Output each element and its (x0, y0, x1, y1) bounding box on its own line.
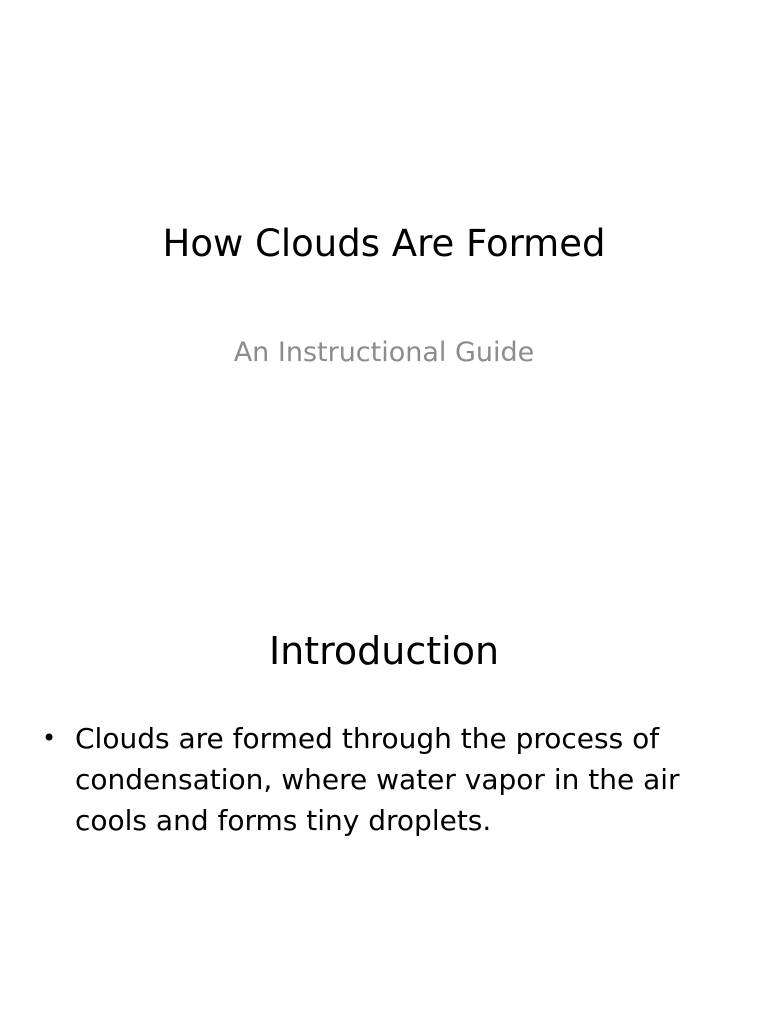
slide-subtitle: An Instructional Guide (233, 337, 535, 368)
bullet-icon: • (42, 724, 57, 752)
introduction-slide (0, 512, 768, 1024)
bullet-item (42, 718, 702, 841)
slide-heading: Introduction (268, 629, 500, 673)
bullet-text: Clouds are formed through the process of condensation, where water vapor in the air cools and forms tiny droplets. (75, 722, 680, 837)
slide-title: How Clouds Are Formed (162, 222, 606, 265)
bullet-list (42, 718, 702, 841)
